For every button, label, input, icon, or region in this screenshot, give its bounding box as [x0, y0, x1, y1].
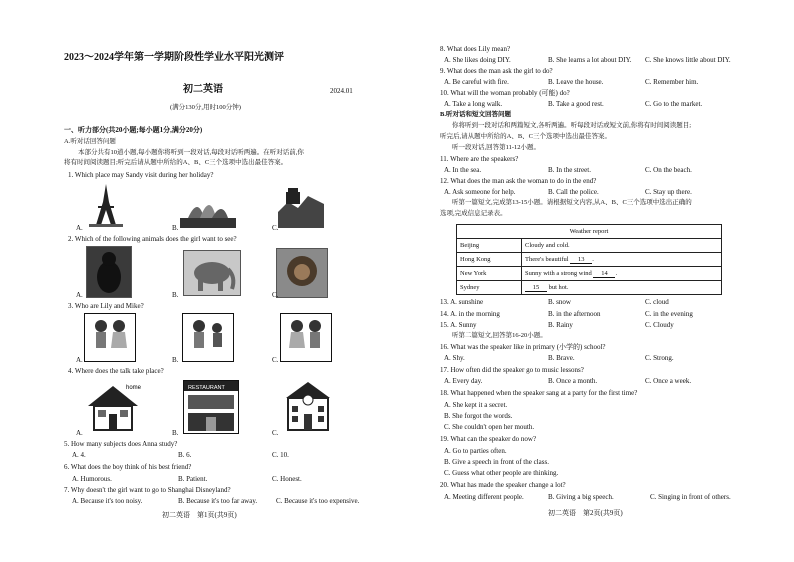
question-stem: 7. Why doesn't the girl want to go to Shanghai Disneyland?: [64, 486, 231, 494]
bear-image: [86, 246, 132, 298]
option-a: A. She kept it a secret.: [444, 401, 508, 409]
question-stem: 9. What does the man ask the girl to do?: [440, 67, 553, 75]
option-c: C. Guess what other people are thinking.: [444, 469, 559, 477]
table-row: [457, 267, 722, 281]
eiffel-tower-image: [86, 182, 126, 227]
option-b: B. in the afternoon: [548, 310, 601, 318]
question-stem: 19. What can the speaker do now?: [440, 435, 537, 443]
lion-image: [276, 248, 328, 298]
option-a: A. Take a long walk.: [444, 100, 503, 108]
city-cell: Beijing: [457, 239, 522, 253]
exam-score-note: (满分130分,用时100分钟): [170, 104, 241, 111]
weather-text: Sunny with a strong wind: [525, 269, 592, 277]
city-cell: Sydney: [457, 281, 522, 295]
weather-cell: [522, 253, 722, 267]
option-b: B. Once a month.: [548, 377, 598, 385]
option-b: B.: [172, 224, 179, 232]
weather-text-end: but hot.: [548, 283, 569, 291]
option-c: C. On the beach.: [645, 166, 692, 174]
option-a: A. Go to parties often.: [444, 447, 507, 455]
weather-report-title: Weather report: [457, 225, 722, 239]
question-stem: 5. How many subjects does Anna study?: [64, 440, 178, 448]
option-b: B. snow: [548, 298, 571, 306]
option-b: B. Rainy: [548, 321, 573, 329]
passage-2-intro: 听第二篇短文,回答第16-20小题。: [452, 332, 547, 339]
children-pair-b-image: [182, 313, 234, 362]
option-b: B.: [172, 291, 179, 299]
option-c: C. Remember him.: [645, 78, 699, 86]
instructions-line-1: 本部分共有10道小题,每小题你将听到一段对话,每段对话听两遍。在听对话前,你: [78, 149, 304, 156]
opera-house-image: [180, 190, 236, 228]
option-c: C. Singing in front of others.: [650, 493, 731, 501]
option-c: C. She couldn't open her mouth.: [444, 423, 535, 431]
question-stem: 10. What will the woman probably (可能) do?: [440, 89, 570, 97]
option-c: C. Go to the market.: [645, 100, 703, 108]
question-stem: 13. A. sunshine: [440, 298, 484, 306]
table-row: [457, 253, 722, 267]
option-b: B. Brave.: [548, 354, 575, 362]
part-b-line-2: 听完后,请从题中所给的A、B、C三个选项中选出最佳答案。: [440, 133, 611, 140]
option-b: B. Patient.: [178, 475, 208, 483]
weather-cell: [522, 281, 722, 295]
option-b: B.: [172, 429, 179, 437]
answer-blank[interactable]: 15: [525, 284, 547, 292]
city-cell: New York: [457, 267, 522, 281]
question-stem: 17. How often did the speaker go to music lessons?: [440, 366, 584, 374]
option-b: B. She forgot the words.: [444, 412, 513, 420]
question-stem: 1. Which place may Sandy visit during her holiday?: [68, 171, 214, 179]
home-sign-text: home: [126, 385, 142, 391]
passage-1-intro-2: 选项,完成信息记录表。: [440, 210, 507, 217]
option-c: C. 10.: [272, 451, 289, 459]
answer-blank[interactable]: 14: [593, 270, 615, 278]
part-b-line-3: 听一段对话,回答第11-12小题。: [452, 144, 541, 151]
section-title: 一、听力部分(共20小题;每小题1分,满分20分): [64, 126, 203, 134]
passage-1-intro: 听第一篇短文,完成第13-15小题。请根据短文内容,从A、B、C三个选项中选出正确的: [452, 199, 692, 206]
table-row: [457, 239, 722, 253]
question-stem: 8. What does Lily mean?: [440, 45, 511, 53]
option-b: B. Leave the house.: [548, 78, 604, 86]
option-a: A. Ask someone for help.: [444, 188, 516, 196]
part-a-title: A.听对话回答问题: [64, 138, 116, 145]
question-stem: 18. What happened when the speaker sang at a party for the first time?: [440, 389, 638, 397]
option-c: C. She knows little about DIY.: [645, 56, 731, 64]
question-stem: 12. What does the man ask the woman to do in the end?: [440, 177, 597, 185]
city-cell: Hong Kong: [457, 253, 522, 267]
option-c: C.: [272, 356, 279, 364]
option-c: C. Strong.: [645, 354, 674, 362]
question-stem: 14. A. in the morning: [440, 310, 500, 318]
question-stem: 20. What has made the speaker change a lot?: [440, 481, 566, 489]
children-pair-a-image: [84, 313, 136, 362]
restaurant-sign-text: RESTAURANT: [188, 385, 225, 391]
exam-title: 2023～2024学年第一学期阶段性学业水平阳光测评: [64, 52, 284, 63]
option-c: C. Because it's too expensive.: [276, 497, 360, 505]
weather-text: Cloudy and cold.: [525, 242, 570, 249]
option-b: B. Give a speech in front of the class.: [444, 458, 549, 466]
question-stem: 15. A. Sunny: [440, 321, 477, 329]
instructions-line-2: 将有时间阅读题目;听完后请从题中所给的A、B、C三个选项中选出最佳答案。: [64, 159, 288, 166]
option-a: A.: [76, 429, 83, 437]
weather-text-end: .: [615, 269, 618, 277]
table-row: [457, 281, 722, 295]
page-footer: 初二英语 第1页(共9页): [162, 511, 237, 519]
option-b: B. Giving a big speech.: [548, 493, 614, 501]
school-image: [282, 380, 334, 432]
option-a: A. Every day.: [444, 377, 483, 385]
option-a: A. She likes doing DIY.: [444, 56, 511, 64]
weather-cell: [522, 267, 722, 281]
option-b: B. In the street.: [548, 166, 591, 174]
option-a: A. Meeting different people.: [444, 493, 524, 501]
question-stem: 11. Where are the speakers?: [440, 155, 519, 163]
option-a: A. Humorous.: [72, 475, 112, 483]
weather-cell: [522, 239, 722, 253]
option-c: C.: [272, 429, 279, 437]
option-a: A.: [76, 356, 83, 364]
option-a: A.: [76, 291, 83, 299]
elephant-image: [183, 250, 241, 296]
option-b: B. Because it's too far away.: [178, 497, 258, 505]
option-a: A. Be careful with fire.: [444, 78, 509, 86]
option-a: A. 4.: [72, 451, 86, 459]
question-stem: 6. What does the boy think of his best friend?: [64, 463, 192, 471]
exam-date: 2024.01: [330, 87, 353, 95]
weather-text-end: .: [592, 255, 594, 263]
option-c: C.: [272, 291, 279, 299]
restaurant-image: [183, 380, 239, 434]
option-c: C. Cloudy: [645, 321, 674, 329]
children-pair-c-image: [280, 313, 332, 362]
part-b-line-1: 你将听到一段对话和两篇短文,各听两遍。听每段对话或短文前,你将有时间阅读题目;: [452, 122, 692, 129]
option-a: A. Because it's too noisy.: [72, 497, 143, 505]
option-a: A.: [76, 224, 83, 232]
question-stem: 16. What was the speaker like in primary (小学的) school?: [440, 343, 606, 351]
option-c: C. Honest.: [272, 475, 302, 483]
great-wall-image: [278, 182, 324, 228]
option-c: C. in the evening: [645, 310, 693, 318]
answer-blank[interactable]: 13: [570, 256, 592, 264]
exam-subtitle: 初二英语: [183, 84, 223, 95]
option-c: C. cloud: [645, 298, 669, 306]
option-b: B.: [172, 356, 179, 364]
weather-text: There's beautiful: [525, 255, 569, 263]
option-c: C. Once a week.: [645, 377, 692, 385]
option-b: B. Take a good rest.: [548, 100, 604, 108]
question-stem: 2. Which of the following animals does the girl want to see?: [68, 235, 237, 243]
question-stem: 4. Where does the talk take place?: [68, 367, 164, 375]
part-b-title: B.听对话和短文回答问题: [440, 111, 511, 118]
option-a: A. In the sea.: [444, 166, 482, 174]
option-c: C.: [272, 224, 279, 232]
option-b: B. She learns a lot about DIY.: [548, 56, 632, 64]
option-b: B. Call the police.: [548, 188, 599, 196]
weather-report-table: [456, 224, 722, 295]
question-stem: 3. Who are Lily and Mike?: [68, 302, 144, 310]
option-c: C. Stay up there.: [645, 188, 692, 196]
option-a: A. Shy.: [444, 354, 465, 362]
house-image: [84, 380, 142, 432]
page-footer: 初二英语 第2页(共9页): [548, 509, 623, 517]
option-b: B. 6.: [178, 451, 192, 459]
